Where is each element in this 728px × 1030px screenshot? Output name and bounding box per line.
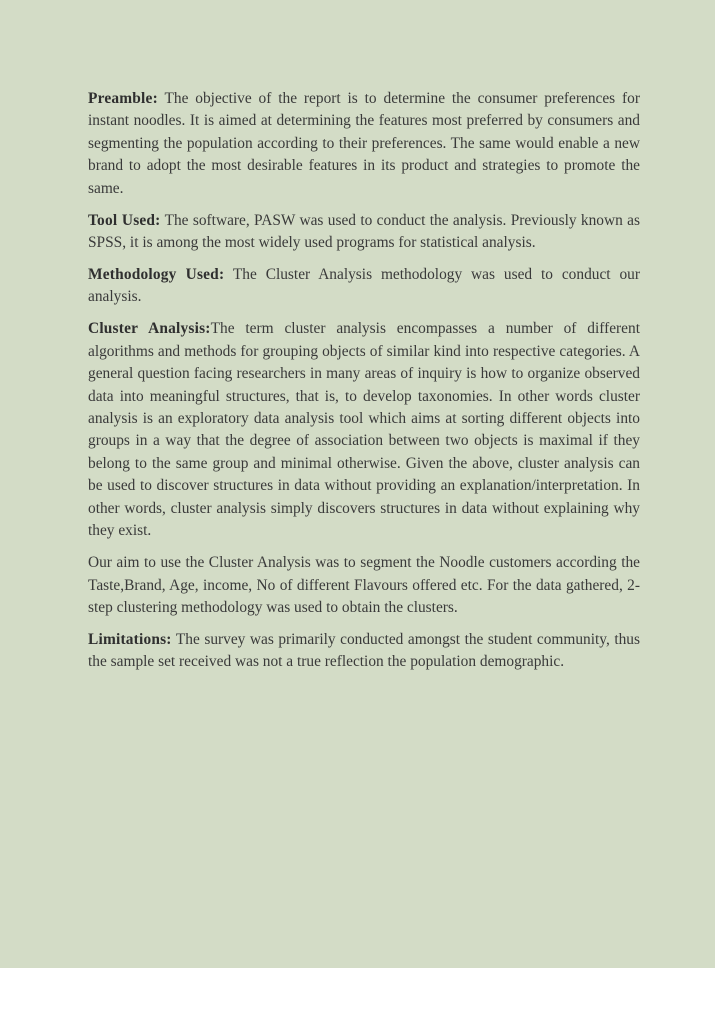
preamble-paragraph: [88, 88, 640, 200]
tool-used-heading: Tool Used:: [88, 211, 161, 229]
aim-text: Our aim to use the Cluster Analysis was to segment the Noodle customers according the Taste,Brand, Age, income, No of different Flavours offered etc. For the data gathered, 2-step clustering methodology was used to obtain the clusters.: [88, 554, 640, 616]
document-body: [88, 88, 640, 683]
aim-paragraph: [88, 552, 640, 619]
tool-used-paragraph: [88, 210, 640, 255]
methodology-heading: Methodology Used:: [88, 266, 225, 284]
limitations-text: The survey was primarily conducted amongst the student community, thus the sample set received was not a true reflection the population demographic.: [88, 630, 640, 671]
methodology-paragraph: [88, 264, 640, 309]
limitations-heading: Limitations:: [88, 630, 172, 648]
cluster-analysis-heading: Cluster Analysis:: [88, 320, 211, 338]
preamble-text: The objective of the report is to determine the consumer preferences for instant noodles. It is aimed at determining the features most preferred by consumers and segmenting the population according to their preferences. The same would enable a new brand to adopt the most desirable features in its product and strategies to promote the same.: [88, 90, 640, 197]
tool-used-text: The software, PASW was used to conduct the analysis. Previously known as SPSS, it is among the most widely used programs for statistical analysis.: [88, 211, 640, 252]
methodology-text: The Cluster Analysis methodology was used to conduct our analysis.: [88, 266, 640, 306]
cluster-analysis-text: The term cluster analysis encompasses a number of different algorithms and methods for grouping objects of similar kind into respective categories. A general question facing researchers in many areas of inquiry is how to organize observed data into meaningful structures, that is, to develop taxonomies. In other words cluster analysis is an exploratory data analysis tool which aims at sorting different objects into groups in a way that the degree of association between two objects is maximal if they belong to the same group and minimal otherwise. Given the above, cluster analysis can be used to discover structures in data without providing an explanation/interpretation. In other words, cluster analysis simply discovers structures in data without explaining why they exist.: [88, 320, 640, 540]
preamble-heading: Preamble:: [88, 90, 158, 107]
cluster-analysis-paragraph: [88, 318, 640, 542]
limitations-paragraph: [88, 629, 640, 674]
